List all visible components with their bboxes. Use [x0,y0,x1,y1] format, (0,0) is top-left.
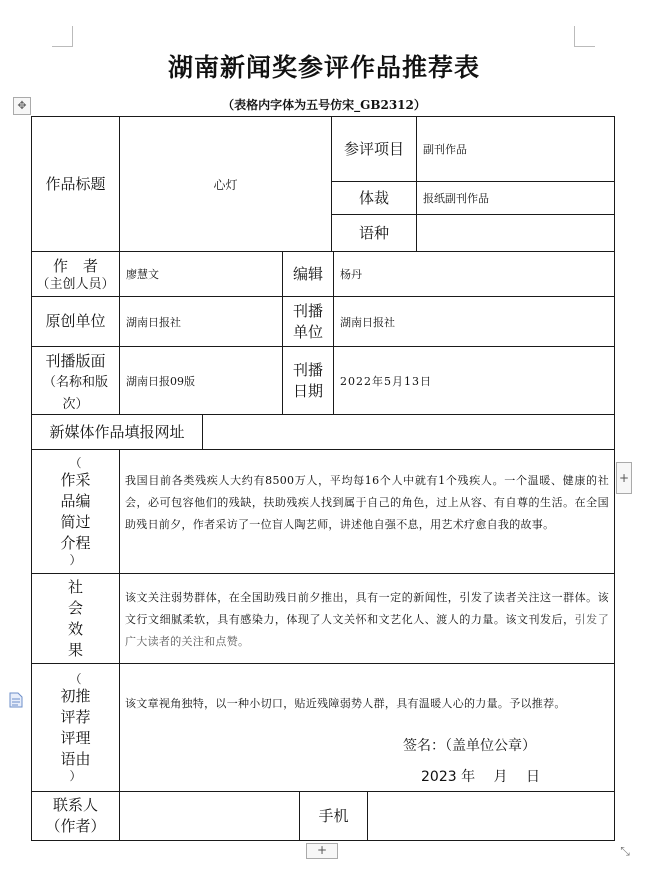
contact-label: 联系人 [52,796,98,814]
new-media-url-value[interactable] [202,414,615,450]
publish-date-value[interactable]: 2022年5月13日 [333,346,615,415]
brief-text[interactable]: 我国目前各类残疾人大约有8500万人，平均每16个人中就有1个残疾人。一个温暖、健康的社会，必可包容他们的残缺，扶助残疾人找到属于自己的角色，过上从容、有自尊的生活。在全国助残日前夕，作者采访了一位盲人陶艺师，讲述他自强不息，用艺术疗愈自我的故事。 [119,449,615,574]
work-title-label: 作品标题 [31,116,120,252]
author-label-cell [31,251,120,297]
contact-label-cell [31,791,120,841]
reason-label-char-0: （ [69,671,82,686]
brief-label-char-3: 简过 [60,512,91,531]
effect-text-tail: 引发了广大读者的关注和点赞。 [125,613,609,648]
reason-label-char-4: 语由 [60,749,91,768]
author-sub-label: （主创人员） [36,276,115,292]
phone-value[interactable] [367,791,615,841]
publish-date-label: 刊播日期 [282,346,334,415]
language-label: 语种 [331,214,417,252]
author-value[interactable]: 廖慧文 [119,251,283,297]
brief-label-char-5: ） [69,552,82,567]
new-media-url-label: 新媒体作品填报网址 [31,414,203,450]
layout-label: 刊播版面 [45,352,106,370]
contact-value[interactable] [119,791,300,841]
genre-label: 体裁 [331,181,417,215]
reason-label-char-3: 评理 [60,728,91,747]
document-icon-svg [9,692,23,708]
phone-label: 手机 [299,791,368,841]
effect-label-char-1: 会 [67,598,83,617]
genre-value[interactable]: 报纸副刊作品 [416,181,615,215]
origin-unit-label: 原创单位 [31,296,120,347]
effect-label-char-3: 果 [67,640,83,659]
effect-text-cell[interactable] [119,573,615,664]
document-icon[interactable] [9,692,23,708]
editor-value[interactable]: 杨丹 [333,251,615,297]
reason-label-char-1: 初推 [60,686,91,705]
sign-date: 2023 年 月 日 [421,769,540,785]
add-row-button[interactable]: + [306,843,338,859]
crop-mark-top-left [52,26,73,47]
reason-cell[interactable] [119,663,615,792]
table-resize-icon[interactable]: ⤡ [620,844,630,858]
contact-sub-label: （作者） [45,817,106,835]
reason-text: 该文章视角独特，以一种小切口，贴近残障弱势人群，具有温暖人心的力量。予以推荐。 [125,697,566,710]
language-value[interactable] [416,214,615,252]
publish-unit-label: 刊播单位 [282,296,334,347]
origin-unit-value[interactable]: 湖南日报社 [119,296,283,347]
signature-line: 签名：（盖单位公章） [403,738,536,754]
layout-value[interactable]: 湖南日报09版 [119,346,283,415]
publish-unit-value[interactable]: 湖南日报社 [333,296,615,347]
table-move-handle-icon[interactable]: ✥ [13,97,31,115]
editor-label: 编辑 [282,251,334,297]
category-label: 参评项目 [331,116,417,182]
layout-label-cell [31,346,120,415]
document-title: 湖南新闻奖参评作品推荐表 [167,53,480,82]
reason-label-char-5: ） [69,768,82,783]
crop-mark-top-right [574,26,595,47]
brief-label-char-4: 介程 [60,533,91,552]
layout-sub-label: （名称和版次） [42,375,108,412]
effect-text-main: 该文关注弱势群体，在全国助残日前夕推出，具有一定的新闻性，引发了读者关注这一群体。该文行文细腻柔软，具有感染力，体现了人文关怀和文艺化人、渡人的力量。该文刊发后， [125,591,609,626]
brief-label-char-0: （ [69,455,82,470]
brief-label-cell [31,449,120,574]
author-label: 作 者 [52,256,98,275]
effect-label-char-0: 社 [67,577,83,596]
reason-label-char-2: 评荐 [60,707,91,726]
effect-label-cell [31,573,120,664]
brief-label-char-1: 作采 [60,470,91,489]
add-column-button[interactable]: + [616,462,632,494]
category-value[interactable]: 副刊作品 [416,116,615,182]
brief-label-char-2: 品编 [60,491,91,510]
reason-label-cell [31,663,120,792]
work-title-value[interactable]: 心灯 [119,116,332,252]
effect-label-char-2: 效 [67,619,83,638]
document-subtitle: （表格内字体为五号仿宋_GB2312） [222,98,426,112]
